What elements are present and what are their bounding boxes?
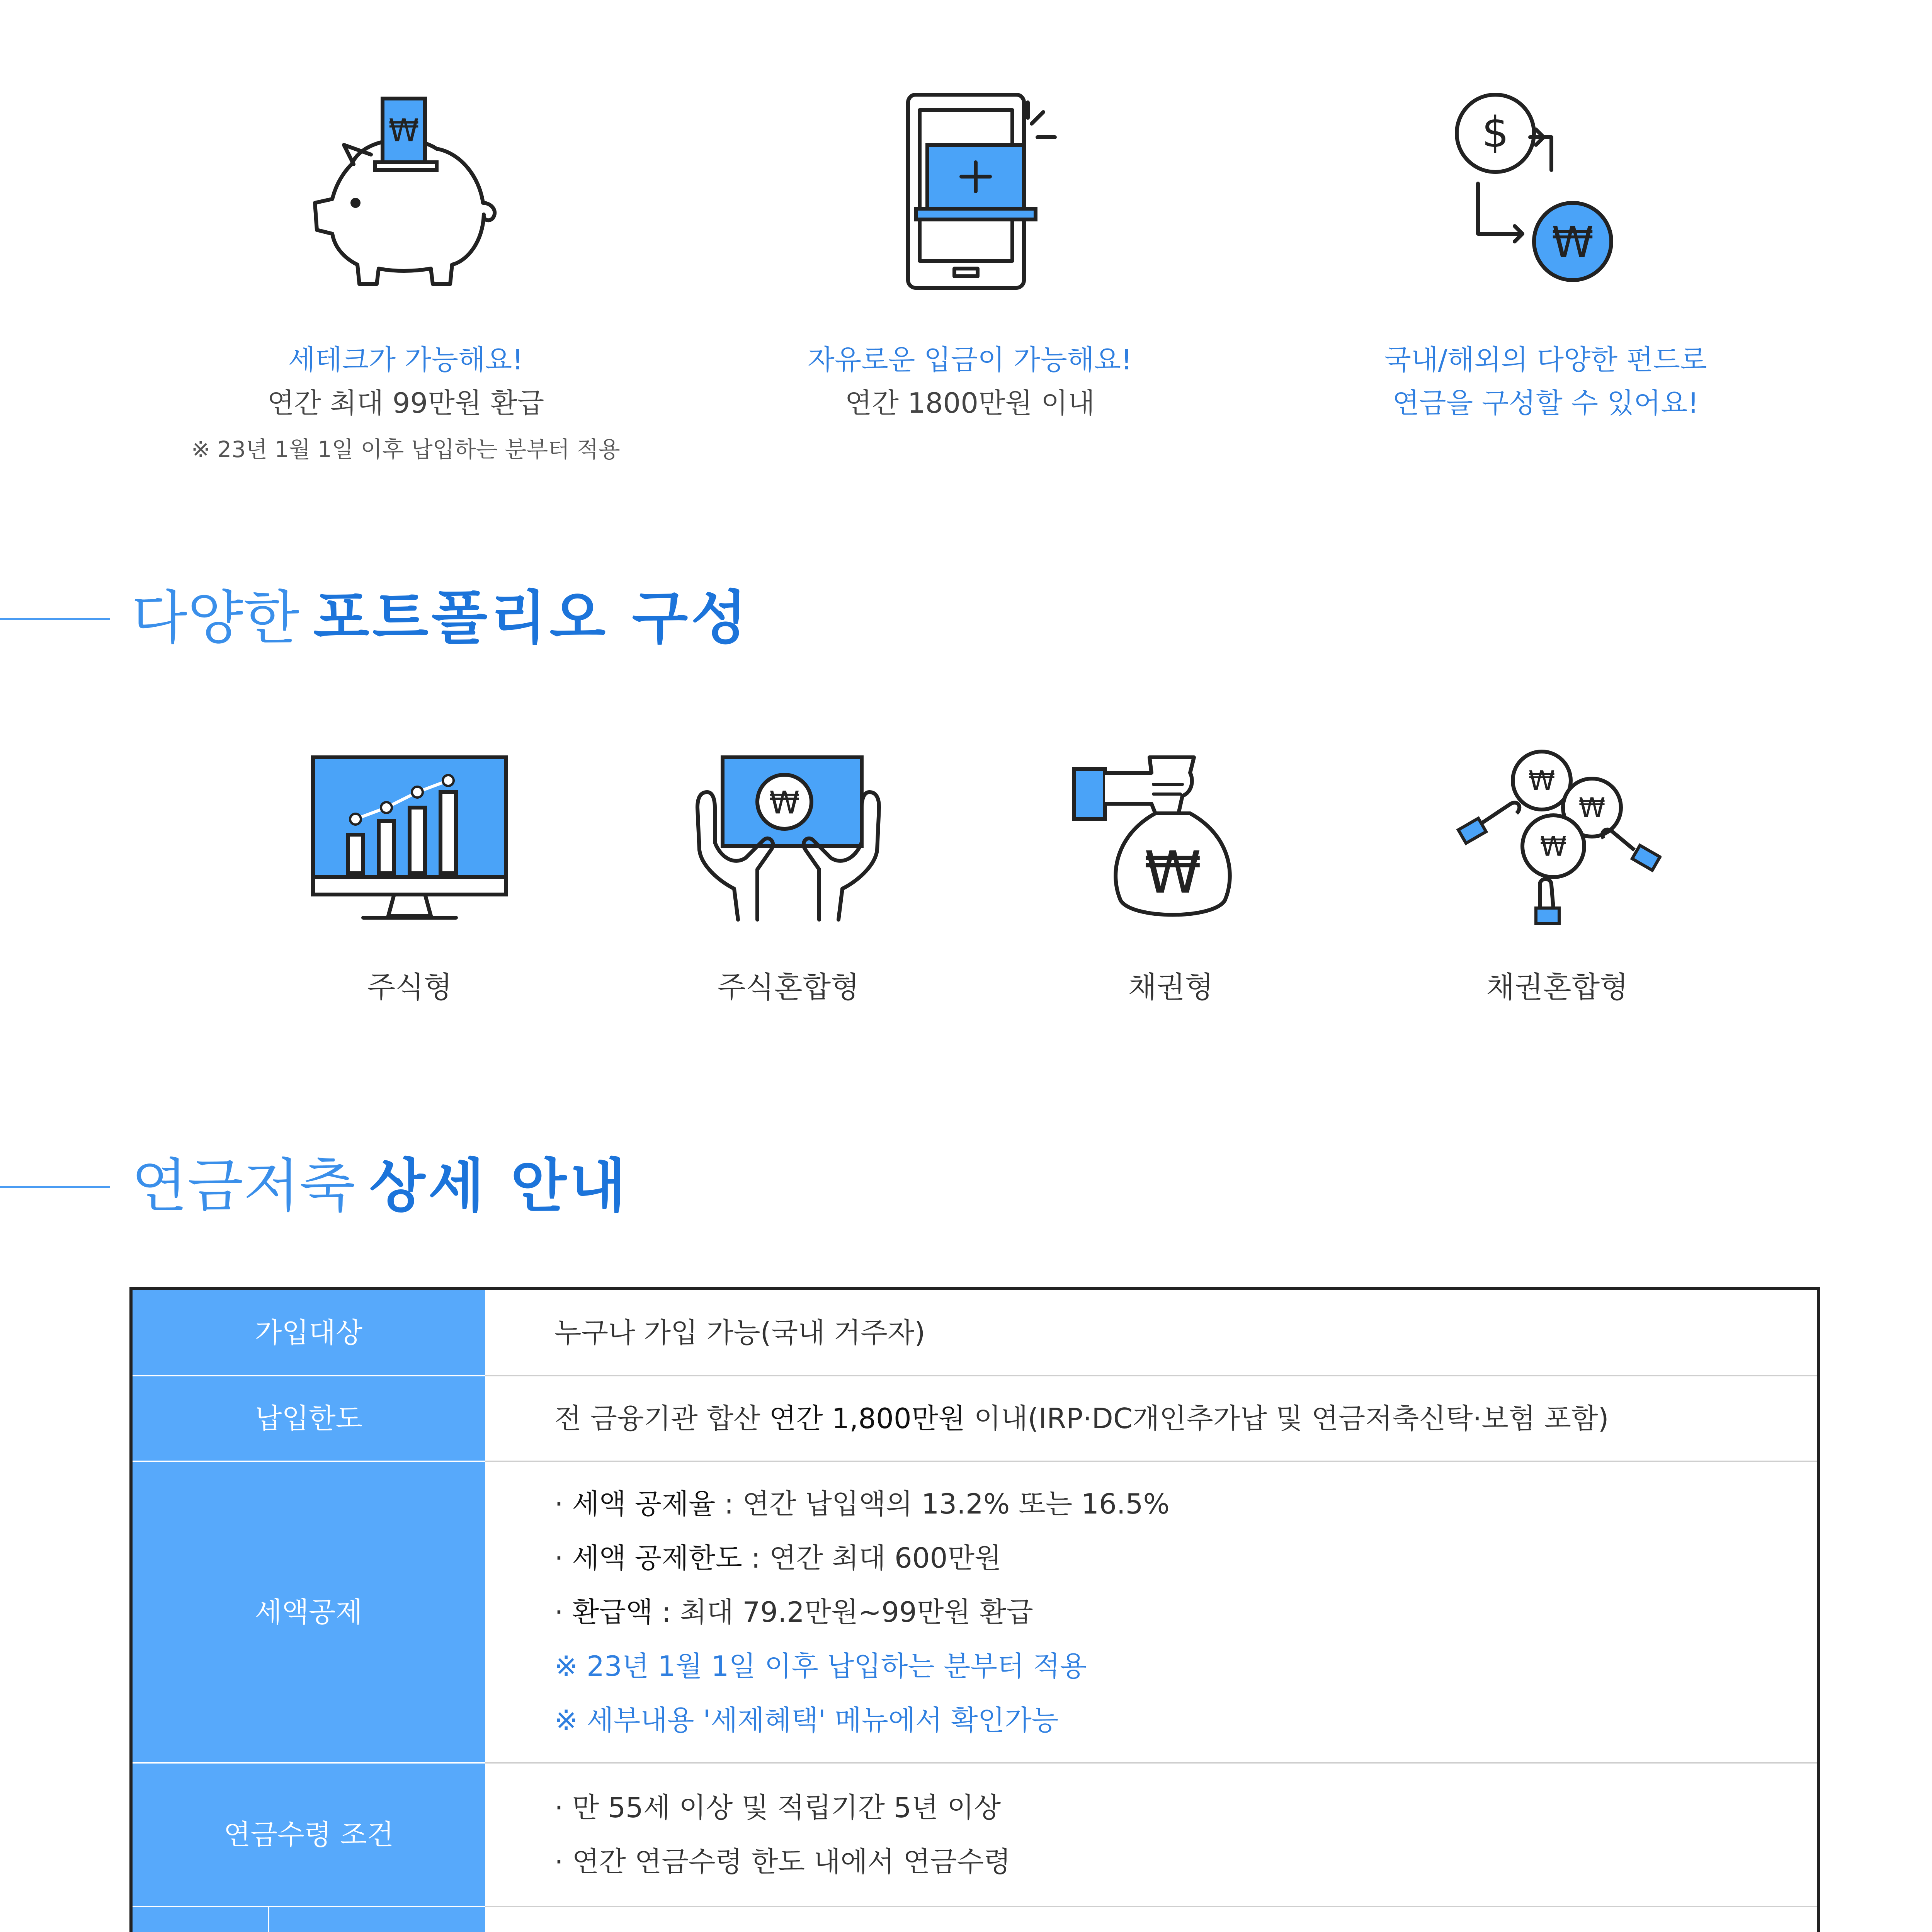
portfolio-heading: [131, 582, 750, 655]
details-heading-bold: 상세 안내: [369, 1153, 629, 1220]
value-rest: : 최대 79.2만원~99만원 환급: [653, 1596, 1033, 1628]
row-value-tax-credit: [485, 1461, 1817, 1763]
feature-various-funds: [1256, 87, 1835, 425]
portfolio-label: 주식혼합형: [717, 970, 859, 1004]
value-text: 연간 연금수령 한도 내에서 연금수령: [572, 1845, 1011, 1878]
subrow-header-annuity-receipt: [268, 1906, 485, 1932]
row-header-join: 가입대상: [133, 1290, 485, 1376]
value-note: ※ 23년 1월 1일 이후 납입하는 분부터 적용: [554, 1650, 1087, 1682]
portfolio-item-stock: [216, 750, 603, 1009]
feature-subtitle: 연간 최대 99만원 환급: [267, 387, 544, 419]
value-rest: : 연간 납입액의 13.2% 또는 16.5%: [715, 1488, 1170, 1520]
portfolio-item-bond: [978, 746, 1364, 1009]
value-post: 이내(IRP·DC개인추가납 및 연금저축신탁·보험 포함): [965, 1402, 1609, 1435]
feature-title-line2: 연금을 구성할 수 있어요!: [1392, 387, 1699, 419]
value-bold: 환급액: [572, 1596, 653, 1628]
row-value-limit: [485, 1376, 1817, 1461]
feature-title: 국내/해외의 다양한 펀드로: [1384, 344, 1707, 376]
row-header-limit: 납입한도: [133, 1376, 485, 1461]
currency-exchange-icon: [1437, 87, 1654, 303]
hands-holding-bill-icon: [684, 750, 893, 927]
row-header-tax-credit: 세액공제: [133, 1461, 485, 1763]
value-line: · 세액 공제한도 : 연간 최대 600만원: [554, 1542, 1002, 1574]
value-rest: : 연간 최대 600만원: [742, 1542, 1002, 1574]
header-separator: [133, 1461, 485, 1462]
svg-text:₩: ₩: [388, 112, 419, 148]
value-text: [554, 1391, 1817, 1446]
portfolio-heading-light: 다양한: [131, 585, 299, 652]
feature-title: 자유로운 입금이 가능해요!: [808, 344, 1132, 376]
details-table: [129, 1287, 1820, 1932]
stock-chart-monitor-icon: [305, 750, 514, 927]
money-bag-icon: [1066, 746, 1275, 927]
section-divider: [0, 1186, 110, 1188]
value-line: · 만 55세 이상 및 적립기간 5년 이상: [554, 1791, 1001, 1824]
value-bold: 연간 1,800만원: [769, 1402, 965, 1435]
portfolio-label: 채권혼합형: [1486, 970, 1628, 1004]
svg-text:₩: ₩: [1551, 218, 1594, 267]
portfolio-item-stock-mixed: [595, 750, 981, 1009]
value-line: · 환급액 : 최대 79.2만원~99만원 환급: [554, 1596, 1033, 1628]
value-pre: 전 금융기관 합산: [554, 1402, 769, 1435]
details-heading: [131, 1150, 629, 1223]
portfolio-label: 주식형: [367, 970, 452, 1004]
value-bold: 세액 공제율: [572, 1488, 716, 1520]
feature-title: 세테크가 가능해요!: [288, 344, 524, 376]
svg-text:₩: ₩: [1540, 831, 1567, 862]
header-separator: [133, 1906, 485, 1907]
svg-text:₩: ₩: [769, 785, 800, 821]
feature-subtitle: 연간 1800만원 이내: [845, 387, 1095, 419]
svg-text:₩: ₩: [1578, 792, 1605, 824]
phone-laptop-icon: [862, 87, 1078, 303]
row-header-tax: [133, 1906, 268, 1932]
value-bold: 세액 공제한도: [572, 1542, 742, 1574]
header-separator: [133, 1375, 485, 1376]
value-line: · 연간 연금수령 한도 내에서 연금수령: [554, 1845, 1011, 1878]
svg-text:$: $: [1482, 107, 1509, 157]
svg-text:₩: ₩: [1528, 765, 1555, 797]
row-value-annuity: [485, 1763, 1817, 1906]
portfolio-item-bond-mixed: [1364, 746, 1750, 1009]
row-header-annuity: 연금수령 조건: [133, 1763, 485, 1906]
piggy-bank-icon: [298, 87, 514, 303]
feature-tax-benefit: [116, 87, 696, 469]
row-value-annuity-receipt-tax: [485, 1906, 1817, 1932]
feature-note: ※ 23년 1월 1일 이후 납입하는 분부터 적용: [191, 436, 620, 463]
portfolio-heading-bold: 포트폴리오 구성: [313, 585, 750, 652]
hands-coins-icon: [1453, 746, 1662, 927]
portfolio-label: 채권형: [1128, 970, 1214, 1004]
value-line: · 세액 공제율 : 연간 납입액의 13.2% 또는 16.5%: [554, 1488, 1170, 1520]
value-note: ※ 세부내용 '세제혜택' 메뉴에서 확인가능: [554, 1704, 1059, 1736]
row-value-join: [485, 1290, 1817, 1376]
value-text: 누구나 가입 가능(국내 거주자): [554, 1316, 925, 1349]
details-heading-light: 연금저축: [131, 1153, 355, 1220]
section-divider: [0, 618, 110, 620]
header-separator: [133, 1762, 485, 1764]
feature-free-deposit: [680, 87, 1260, 425]
value-text: 만 55세 이상 및 적립기간 5년 이상: [572, 1791, 1001, 1824]
svg-text:₩: ₩: [1144, 839, 1202, 906]
